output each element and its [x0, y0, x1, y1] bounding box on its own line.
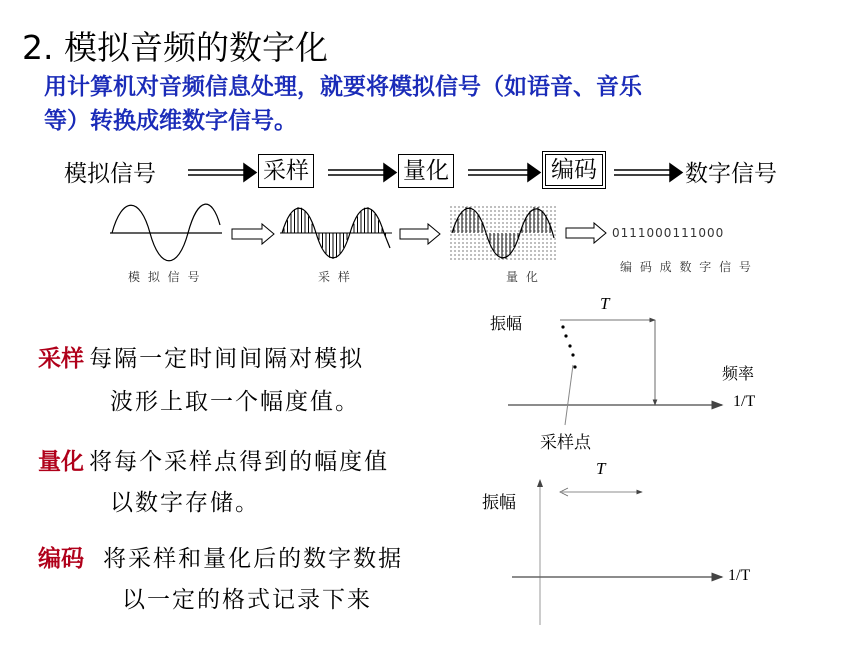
flow-step-sampling: 采样 — [258, 154, 314, 188]
analog-wave — [110, 204, 222, 261]
graph-top-x-end: 1/T — [733, 393, 756, 410]
graph-top-y-label: 振幅 — [490, 314, 523, 333]
flow-arrow-2 — [328, 164, 396, 181]
term-encode-line2: 以一定的格式记录下来 — [122, 587, 372, 613]
label-quantize: 量 化 — [506, 270, 540, 284]
term-quantize-line2: 以数字存储。 — [110, 490, 260, 516]
term-quantize-line1: 将每个采样点得到的幅度值 — [89, 449, 390, 475]
label-encode: 编 码 成 数 字 信 号 — [620, 260, 753, 274]
graph-top — [508, 320, 722, 425]
label-analog: 模 拟 信 号 — [128, 270, 202, 284]
hollow-arrow-1 — [232, 224, 274, 244]
graph-top-freq-label: 频率 — [722, 364, 755, 383]
sampled-wave — [280, 207, 392, 259]
hollow-arrow-3 — [566, 223, 606, 243]
hollow-arrow-2 — [400, 224, 440, 244]
flow-start: 模拟信号 — [64, 161, 156, 187]
term-sampling-line2: 波形上取一个幅度值。 — [110, 389, 360, 415]
flow-step-encode-label: 编码 — [545, 154, 603, 186]
quantized-wave — [450, 207, 556, 259]
label-sample: 采 样 — [318, 270, 352, 284]
term-encode-line1: 将采样和量化后的数字数据 — [103, 546, 404, 572]
graph-bottom-period: T — [596, 459, 606, 478]
flow-step-quantize: 量化 — [398, 154, 454, 188]
graph-bottom-y-label: 振幅 — [482, 493, 516, 513]
term-sampling-name: 采样 — [38, 346, 84, 372]
binary-output: 0111000111000 — [612, 226, 725, 240]
intro-line-2: 等）转换成维数字信号。 — [44, 108, 297, 134]
page-title: 2. 模拟音频的数字化 — [22, 28, 328, 67]
graph-top-sample-label: 采样点 — [540, 433, 591, 453]
graph-top-period: T — [600, 294, 610, 313]
graph-bottom-x-end: 1/T — [728, 567, 751, 584]
term-quantize-name: 量化 — [38, 449, 84, 475]
flow-arrow-1 — [188, 164, 256, 181]
term-sampling-line1: 每隔一定时间间隔对模拟 — [89, 346, 365, 372]
flow-arrow-4 — [614, 164, 682, 181]
graph-bottom — [512, 480, 722, 625]
flow-arrow-3 — [468, 164, 540, 181]
intro-line-1: 用计算机对音频信息处理，就要将模拟信号（如语音、音乐 — [44, 74, 642, 100]
flow-end: 数字信号 — [685, 161, 777, 187]
term-encode-name: 编码 — [38, 546, 84, 572]
